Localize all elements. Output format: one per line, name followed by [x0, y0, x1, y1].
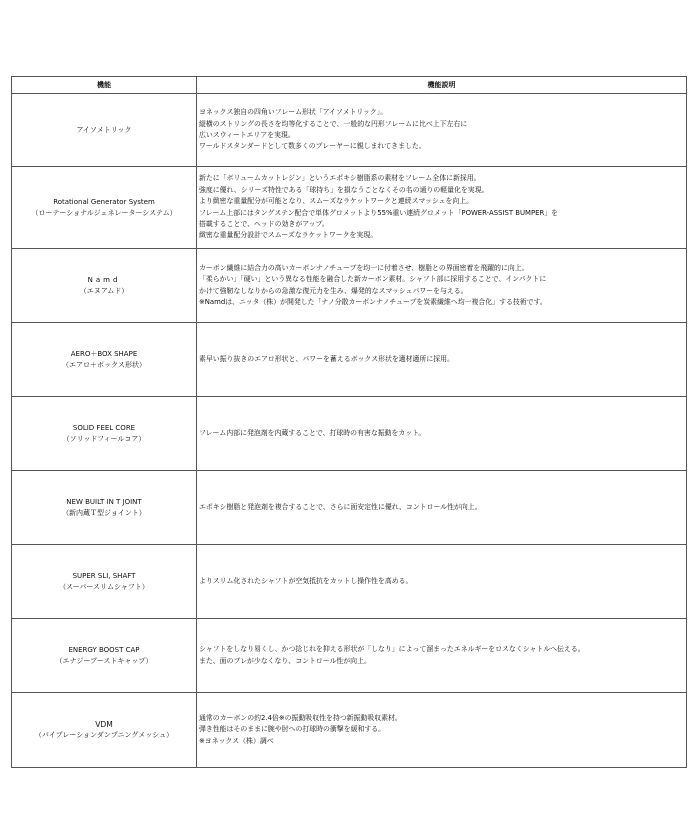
description-line: 新たに「ボリュームカットレジン」というエポキシ樹脂系の素材をフレーム全体に新採用。	[199, 174, 481, 183]
description-cell	[197, 167, 687, 249]
description-line: 広いスウィートエリアを実現。	[199, 131, 295, 139]
description-line: フレーム上部にはタングステン配合で単体グロメットより55%重い連続グロメット「POWER-ASSIST BUMPER」を	[199, 208, 559, 217]
description-line: より緻密な重量配分が可能となり、スムーズなラケットワークと連続スマッシュを向上。	[199, 197, 474, 206]
description-line: また、面のブレが少なくなり、コントロール性が向上。	[199, 656, 371, 665]
feature-subtitle: （スーパースリムシャフト）	[59, 582, 149, 591]
table-row-aero-box-shape	[12, 323, 687, 397]
table-row-new-built-in-t-joint	[12, 471, 687, 545]
table-row-isometric	[12, 94, 687, 167]
feature-name: アイソメトリック	[76, 125, 132, 134]
feature-cell	[12, 471, 197, 545]
table-row-solid-feel-core	[12, 397, 687, 471]
feature-name: Namd	[87, 275, 121, 284]
feature-name: Rotational Generator System	[53, 197, 155, 206]
table-row-energy-boost-cap	[12, 619, 687, 693]
feature-name: SUPER SLI, SHAFT	[72, 571, 136, 580]
feature-name: AERO＋BOX SHAPE	[70, 349, 138, 358]
feature-subtitle: （ローテーショナルジェネレーターシステム）	[31, 208, 177, 217]
header-description: 機能説明	[197, 77, 687, 94]
description-line: 搭載することで、ヘッドの効きがアップ。	[199, 219, 329, 228]
feature-cell	[12, 249, 197, 323]
description-line: 通常のカーボンの約2.4倍※の振動吸収性を持つ新振動吸収素材。	[199, 713, 402, 722]
feature-name: SOLID FEEL CORE	[72, 423, 136, 432]
feature-cell	[12, 619, 197, 693]
description-line: 緻密な重量配分設計でスムーズなラケットワークを実現。	[199, 231, 378, 240]
feature-cell	[12, 693, 197, 768]
description-line: エポキシ樹脂と発泡剤を複合することで、さらに面安定性に優れ、コントロール性が向上。	[199, 502, 482, 511]
feature-cell	[12, 94, 197, 167]
description-cell	[197, 545, 687, 619]
description-line: 素早い振り抜きのエアロ形状と、パワーを蓄えるボックス形状を適材適所に採用。	[199, 354, 454, 363]
description-cell	[197, 471, 687, 545]
description-line: ※Namdは、ニッタ（株）が開発した「ナノ分散カーボンナノチューブを炭素繊維へ均一複合化」する技術です。	[199, 297, 547, 306]
feature-subtitle: （エヌアムド）	[79, 286, 129, 295]
feature-cell	[12, 545, 197, 619]
description-line: ※ヨネックス（株）調べ	[199, 736, 274, 745]
feature-cell	[12, 397, 197, 471]
description-line: 縦横のストリングの長さを均等化することで、一般的な円形フレームに比べ上下左右に	[199, 119, 468, 128]
description-cell	[197, 397, 687, 471]
header-row	[12, 77, 687, 94]
description-line: 「柔らかい」「硬い」という異なる性能を融合した新カーボン素材。シャフト部に採用することで、インパクトに	[199, 275, 547, 284]
description-line: かけて強靭なしなりからの急激な復元力を生み、爆発的なスマッシュパワーを与える。	[199, 286, 468, 295]
feature-spec-table	[11, 76, 687, 768]
feature-subtitle: （新内蔵Ｔ型ジョイント）	[62, 508, 146, 517]
table-row-super-slim-shaft	[12, 545, 687, 619]
feature-name: NEW BUILT IN T JOINT	[66, 497, 142, 506]
description-line: ワールドスタンダードとして数多くのプレーヤーに親しまれてきました。	[199, 142, 426, 151]
table-row-namd	[12, 249, 687, 323]
description-cell	[197, 693, 687, 768]
description-line: ヨネックス独自の四角いフレーム形状「アイソメトリック」。	[199, 108, 388, 117]
feature-subtitle: （ソリッドフィールコア）	[62, 434, 146, 443]
description-line: 強度に優れ、シリーズ特性である「球持ち」を損なうことなくその名の通りの軽量化を実現。	[199, 185, 489, 194]
feature-name: VDM	[95, 720, 113, 729]
description-line: カーボン繊維に結合力の高いカーボンナノチューブを均一に付着させ、樹脂との界面密着を飛躍的に向上。	[199, 263, 529, 272]
description-line: 弾き性能はそのままに腕や肘への打球時の衝撃を緩和する。	[199, 725, 386, 734]
feature-subtitle: （エナジーブーストキャップ）	[55, 656, 153, 665]
description-cell	[197, 619, 687, 693]
description-cell	[197, 94, 687, 167]
table-row-vdm	[12, 693, 687, 768]
feature-subtitle: （バイブレーションダンプニングメッシュ）	[34, 731, 174, 739]
feature-name: ENERGY BOOST CAP	[68, 645, 140, 654]
feature-cell	[12, 323, 197, 397]
description-line: フレーム内部に発泡剤を内蔵することで、打球時の有害な振動をカット。	[199, 428, 426, 437]
description-line: よりスリム化されたシャフトが空気抵抗をカットし操作性を高める。	[199, 576, 413, 585]
feature-subtitle: （エアロ＋ボックス形状）	[62, 360, 146, 369]
description-cell	[197, 323, 687, 397]
feature-cell	[12, 167, 197, 249]
table-row-rotational-generator-system	[12, 167, 687, 249]
description-line: シャフトをしなり易くし、かつ捻じれを抑える形状が「しなり」によって溜まったエネルギーをロスなくシャトルへ伝える。	[199, 645, 585, 654]
description-cell	[197, 249, 687, 323]
header-feature: 機能	[12, 77, 197, 94]
